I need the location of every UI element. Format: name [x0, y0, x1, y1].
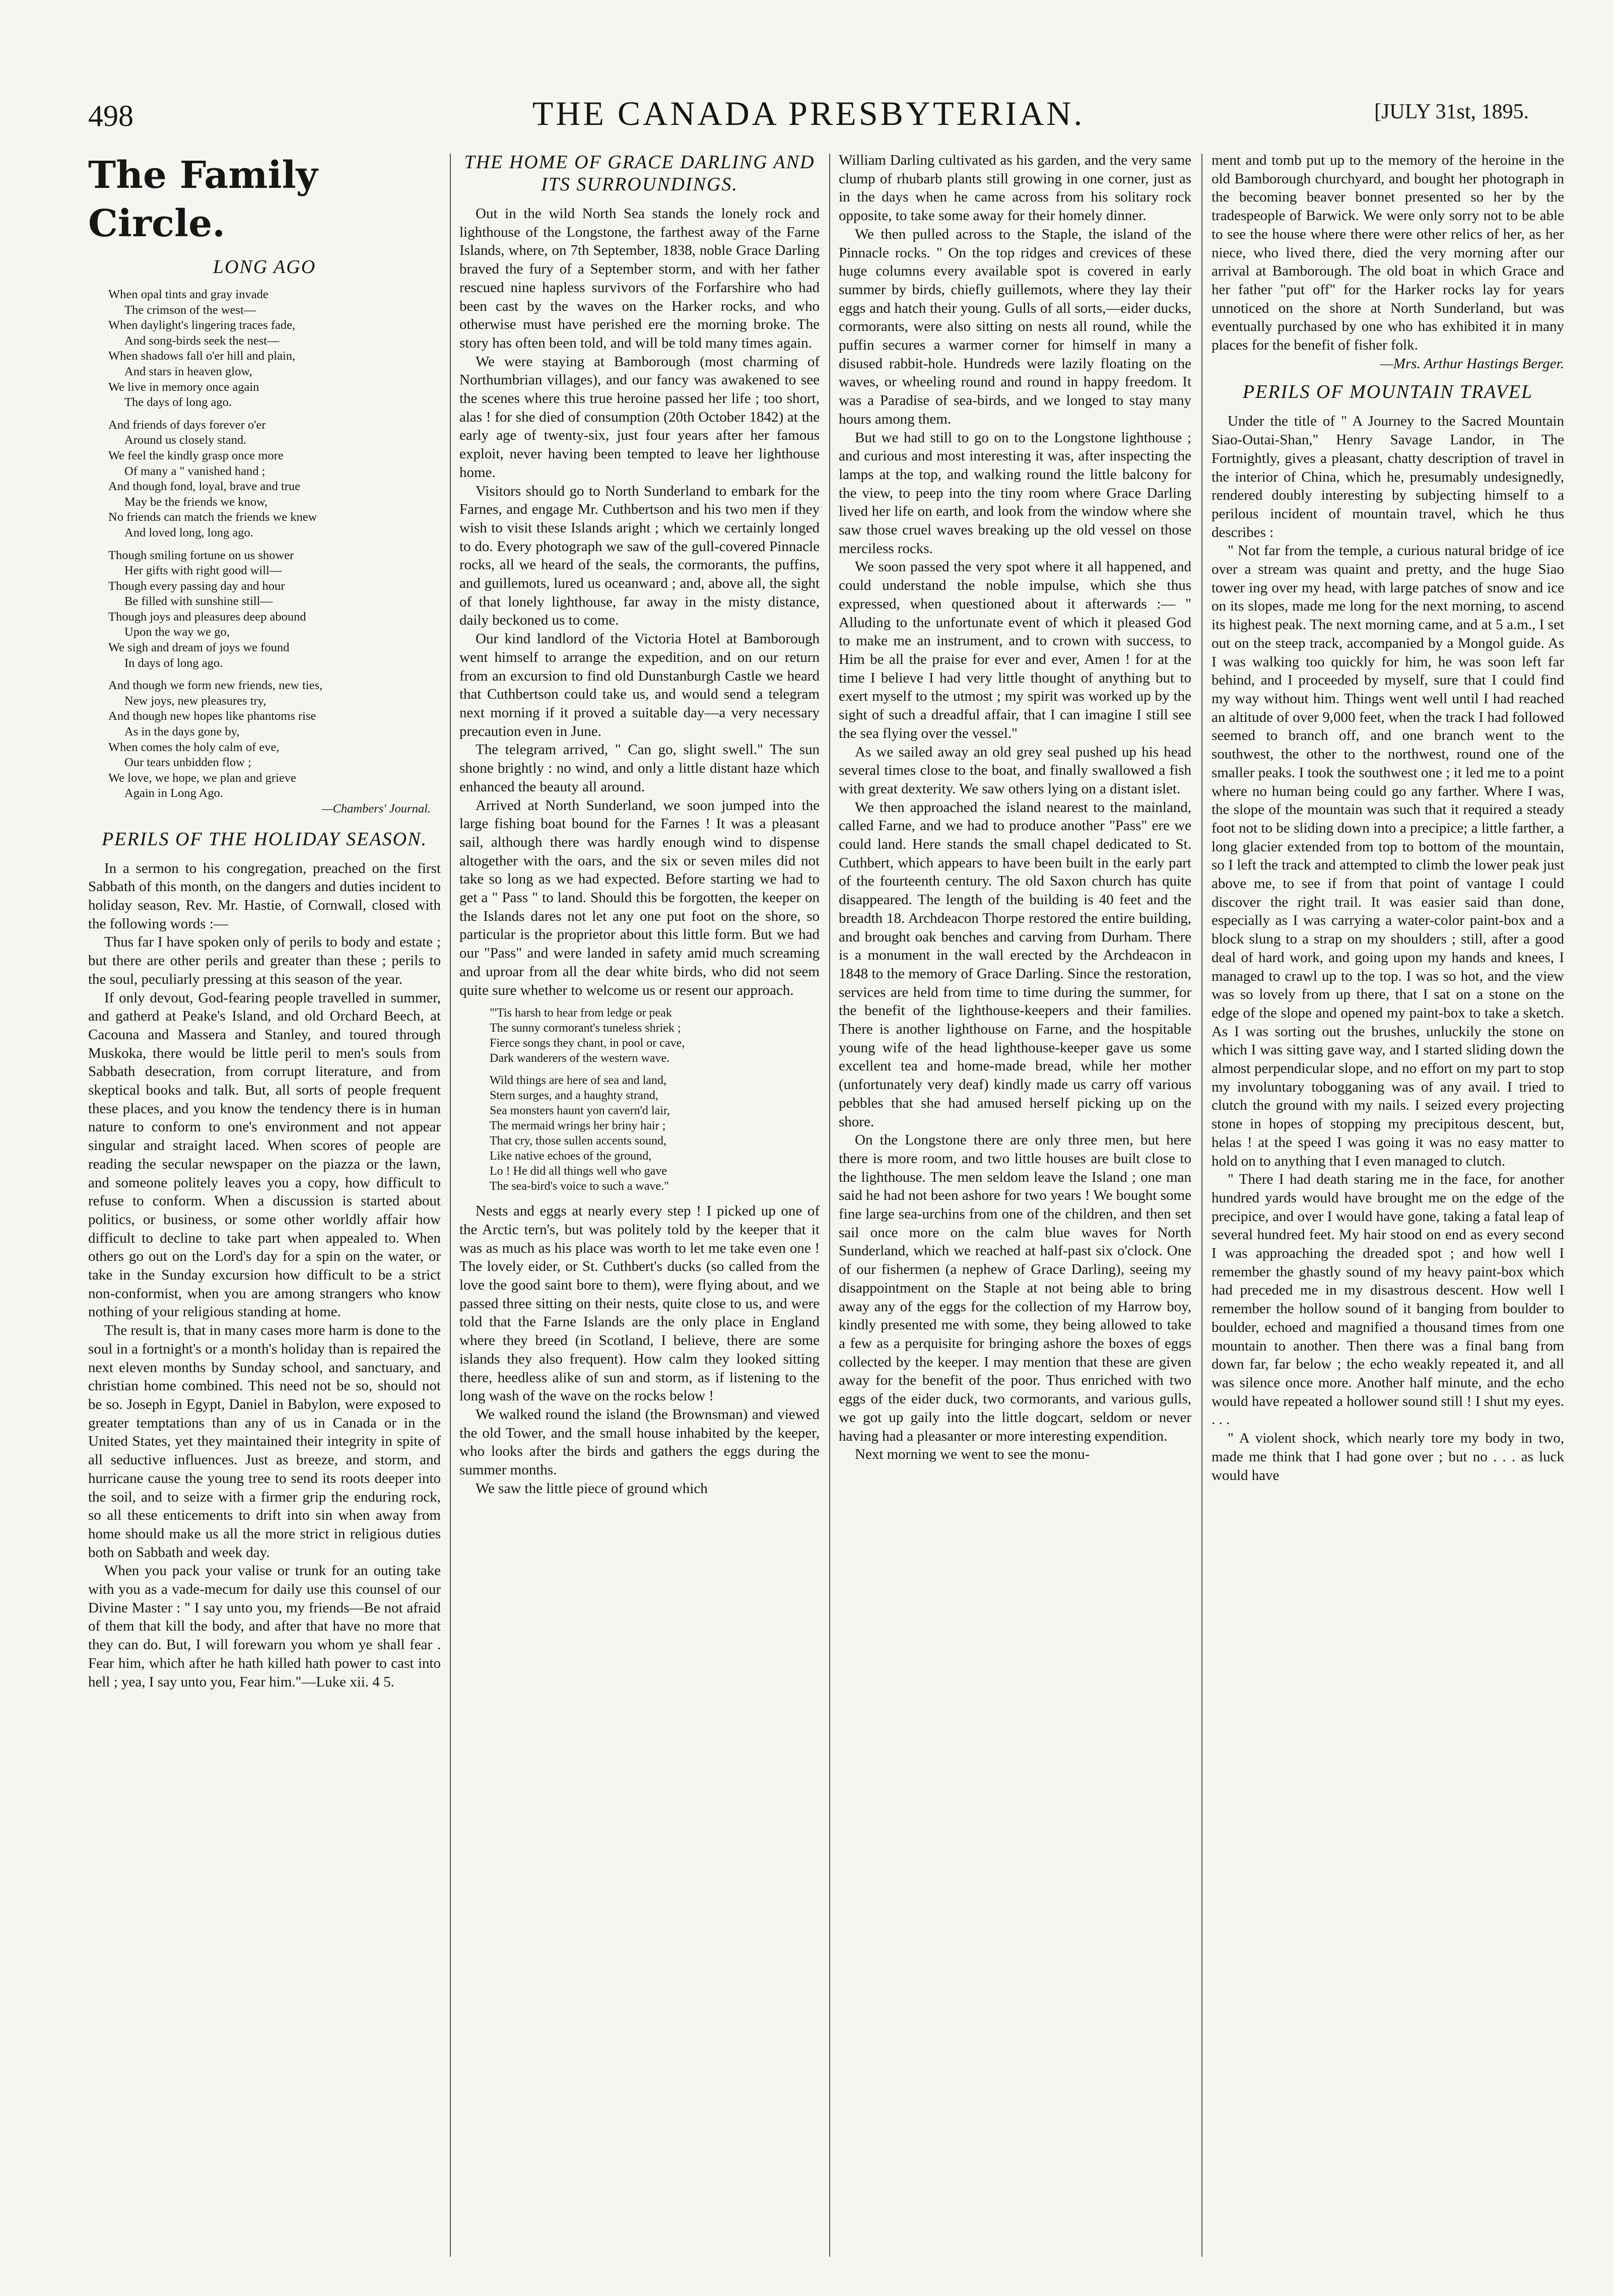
issue-date: [JULY 31st, 1895. [1374, 100, 1529, 123]
poem-line: No friends can match the friends we knew [108, 510, 317, 524]
column-2 [459, 151, 820, 2262]
paragraph: Next morning we went to see the monu- [855, 1446, 1090, 1463]
verse-line: The sea-bird's voice to such a wave." [490, 1180, 669, 1193]
section-heading: The Family Circle. [88, 154, 318, 245]
paragraph: We walked round the island (the Brownsman) and viewed the old Tower, and the small house inhabited by the keeper, who looks after the birds and gathers the eggs during the summer months. [459, 1406, 820, 1478]
verse-line: Wild things are here of sea and land, [490, 1074, 666, 1088]
poem-line: Though joys and pleasures deep abound [108, 610, 306, 624]
article-title: THE HOME OF GRACE DARLING AND ITS SURROUNDINGS. [464, 152, 815, 195]
poem-line: We love, we hope, we plan and grieve [108, 771, 296, 785]
poem-line: As in the days gone by, [124, 725, 240, 739]
verse-line: Stern surges, and a haughty strand, [490, 1089, 658, 1103]
paragraph: But we had still to go on to the Longstone lighthouse ; and curious and most interesting it was, after inspecting the lamps at the top, and walking round the little balcony for the view, to peep into the tiny room where Grace Darling lived her life on earth, and look from the window where she saw those cruel waves breaking up the old vessel on those merciless rocks. [839, 429, 1191, 557]
verse-line: Dark wanderers of the western wave. [490, 1052, 670, 1065]
paragraph: On the Longstone there are only three men, but here there is more room, and two little houses are built close to the lighthouse. The men seldom leave the Island ; one man said he had not been ashore for two years ! We bought some fine large sea-urchins from one of the children, and then set sail once more on the calm blue waves for North Sunderland, which we reached at half-past six o'clock. One of our fishermen (a nephew of Grace Darling), seeing my disappointment on the Staple at not being able to bring away any of the eggs for the collection of my Harrow boy, kindly presented me with some, they being allowed to take a few as a perquisite for bringing ashore the boxes of eggs collected by the keeper. I may mention that these are given away for the benefit of the poor. Thus enriched with two eggs of the eider duck, two cormorants, and various gulls, we got up gaily into the little dogcart, seldom or never having had a pleasanter or more interesting expendition. [839, 1132, 1191, 1444]
page-number: 498 [88, 99, 133, 132]
poem-line: Be filled with sunshine still— [124, 594, 273, 609]
poem-line: The days of long ago. [124, 395, 232, 410]
verse-line: Lo ! He did all things well who gave [490, 1165, 667, 1178]
paragraph: When you pack your valise or trunk for an outing take with you as a vade-mecum for daily use this counsel of our Divine Master : " I say unto you, my friends—Be not afraid of them that kill the body, and after that have no more that they can do. But, I will forewarn you whom ye shall fear . Fear him, which after he hath killed hath power to cast into hell ; yea, I say unto you, Fear him."—Luke xii. 4 5. [88, 1563, 441, 1690]
verse-line: The sunny cormorant's tuneless shriek ; [490, 1022, 681, 1035]
paragraph: Under the title of " A Journey to the Sacred Mountain Siao-Outai-Shan," Henry Savage Landor, in The Fortnightly, gives a pleasant, chatty description of travel in the interior of China, which he, presumably undesignedly, rendered doubly interesting by subjecting himself to a perilous incident of mountain travel, which he thus describes : [1212, 413, 1564, 541]
poem-line: We sigh and dream of joys we found [108, 641, 290, 655]
paragraph: We soon passed the very spot where it all happened, and could understand the noble impulse, which she thus expressed, when questioned about it afterwards :— " Alluding to the unfortunate event of which it pleased God to make me an instrument, and to crown with success, to Him be all the praise for ever and ever, Amen ! for at the time I believe I had very little thought of anything but to exert myself to the utmost ; my spirit was worked up by the sight of such a dreadful affair, that I can imagine I still see the sea flying over the vessel." [839, 559, 1191, 741]
paragraph: We then approached the island nearest to the mainland, called Farne, and we had to produce another "Pass" ere we could land. Here stands the small chapel dedicated to St. Cuthbert, which appears to have been built in the early part of the fourteenth century. The old Saxon church has quite disappeared. The length of the building is 40 feet and the breadth 18. Archdeacon Thorpe restored the entire building, and brought oak benches and carving from Durham. There is a monument in the wall erected by the Archdeacon in 1848 to the memory of Grace Darling. Since the restoration, services are held from time to time during the summer, for the benefit of the lighthouse-keepers and their families. There is another lighthouse on Farne, and the hospitable young wife of the head lighthouse-keeper gave us some excellent tea and home-made bread, while her mother (unfortunately very deaf) kindly made us carry off various pebbles that she had amused herself picking up on the shore. [839, 799, 1191, 1130]
paragraph: In a sermon to his congregation, preached on the first Sabbath of this month, on the dangers and duties incident to holiday season, Rev. Mr. Hastie, of Cornwall, closed with the following words :— [88, 860, 441, 932]
poem-line: The crimson of the west— [124, 303, 256, 317]
poem-line: And loved long, long ago. [124, 525, 253, 539]
poem-line: Our tears unbidden flow ; [124, 756, 251, 770]
paragraph: William Darling cultivated as his garden, and the very same clump of rhubarb plants still growing in one corner, just as in the days when he came across from his solitary rock opposite, to take some away for their homely dinner. [839, 152, 1191, 224]
verse-line: Fierce songs they chant, in pool or cave, [490, 1037, 685, 1050]
poem-credit: —Chambers' Journal. [321, 802, 431, 816]
paragraph: Thus far I have spoken only of perils to body and estate ; but there are other perils and greater than these ; perils to the soul, peculiarly pressing at this season of the year. [88, 934, 441, 987]
poem-line: Though smiling fortune on us shower [108, 548, 294, 562]
poem-line: And though fond, loyal, brave and true [108, 480, 301, 494]
poem-line: We live in memory once again [108, 380, 259, 394]
poem-line: When comes the holy calm of eve, [108, 740, 280, 754]
paragraph: " A violent shock, which nearly tore my body in two, made me think that I had gone over ; but no . . . as luck would have [1212, 1430, 1564, 1483]
paragraph: As we sailed away an old grey seal pushed up his head several times close to the boat, and finally swallowed a fish with great dexterity. We saw others lying on a distant islet. [839, 744, 1191, 797]
poem-line: We feel the kindly grasp once more [108, 448, 284, 462]
poem-line: Upon the way we go, [124, 625, 230, 639]
column-4 [1212, 151, 1564, 2262]
poem-line: When shadows fall o'er hill and plain, [108, 349, 296, 363]
poem-line: When daylight's lingering traces fade, [108, 318, 296, 332]
poem-line: And stars in heaven glow, [124, 364, 252, 378]
paragraph: We then pulled across to the Staple, the island of the Pinnacle rocks. " On the top ridges and crevices of these huge columns every available spot is covered in early summer by birds, chiefly guillemots, where they lay their eggs and hatch their young. Gulls of all sorts,—eider ducks, cormorants, were also sitting on nests all round, while the puffin secures a warmer corner for himself in many a disused rabbit-hole. Hundreds were lazily floating on the waves, or wheeling round and round in happy freedom. It was a Paradise of sea-birds, and we longed to stay many hours among them. [839, 226, 1191, 427]
poem-line: Around us closely stand. [124, 433, 247, 447]
paragraph: ment and tomb put up to the memory of the heroine in the old Bamborough churchyard, and bought her photograph in the becoming beaver bonnet presented so her by the tradespeople of Barwick. We were only sorry not to be able to see the house where there were other relics of her, as her niece, who lived there, died the very morning after our arrival at Bamborough. The old boat in which Grace and her father "put off" for the Harker rocks lay for years unnoticed on the shore at North Sunderland, but was eventually purchased by one who has exhibited it in many places for the benefit of fisher folk. [1212, 152, 1564, 354]
paragraph: We saw the little piece of ground which [476, 1480, 708, 1497]
column-1 [88, 151, 441, 2262]
verse-line: "'Tis harsh to hear from ledge or peak [490, 1006, 672, 1020]
article-title: PERILS OF THE HOLIDAY SEASON. [102, 828, 427, 850]
column-rule [1201, 154, 1202, 2257]
paragraph: Out in the wild North Sea stands the lonely rock and lighthouse of the Longstone, the farthest away of the Farne Islands, where, on 7th September, 1838, noble Grace Darling braved the fury of a September storm, and with her father rescued nine hapless survivors of the Forfarshire who had been cast by the waves on the Harker rocks, and who otherwise must have perished ere the morning broke. The story has often been told, and will be told many times again. [459, 206, 820, 351]
poem [108, 287, 441, 817]
poem-line: When opal tints and gray invade [108, 288, 268, 301]
page-header [88, 94, 1529, 134]
column-rule [450, 154, 451, 2257]
verse-line: The mermaid wrings her briny hair ; [490, 1119, 666, 1133]
poem-line: Of many a " vanished hand ; [124, 464, 265, 478]
verse-line: Like native echoes of the ground, [490, 1150, 652, 1163]
quoted-verse [490, 1005, 820, 1194]
paragraph: Arrived at North Sunderland, we soon jumped into the large fishing boat bound for the Farnes ! It was a pleasant sail, although there was hardly enough wind to dispense altogether with the oars, and the six or seven miles did not take so long as we had expected. Before starting we had to get a " Pass " to land. Should this be forgotten, the keeper on the Islands dares not let any one put foot on the shore, so particular is the proprietor about this little form. But we had our "Pass" and were landed in safety amid much screaming and uproar from all the dear white birds, who did not seem quite sure whether to welcome us or resent our approach. [459, 797, 820, 998]
poem-line: New joys, new pleasures try, [124, 694, 266, 708]
column-rule [829, 154, 830, 2257]
paragraph: " There I had death staring me in the face, for another hundred yards would have brought me on the edge of the precipice, and over I would have gone, taking a fatal leap of several hundred feet. My hair stood on end as every second I was approaching the dreaded spot ; and how well I remember the ghastly sound of my heavy paint-box which had preceded me in my disastrous descent. How well I remember the hollow sound of it banging from boulder to boulder, echoed and magnified a thousand times from one mountain to another. Then there was a final bang from down far, far below ; the echo weakly repeated it, and all was silence once more. Another half minute, and the echo would have repeated a hollower sound still ! I shut my eyes. . . . [1212, 1171, 1564, 1428]
poem-line: And song-birds seek the nest— [124, 333, 280, 348]
poem-line: May be the friends we know, [124, 495, 268, 509]
poem-line: Her gifts with right good will— [124, 564, 282, 578]
paragraph: Nests and eggs at nearly every step ! I picked up one of the Arctic tern's, but was politely told by the keeper that it was as much as his place was worth to let me take even one ! The lovely eider, or St. Cuthbert's ducks (so called from the love the good saint bore to them), were flying about, and we passed three sitting on their nests, quite close to us, and were told that the Farne Islands are the only place in England where they breed (in Scotland, I believe, there are some islands they also frequent). How calm they looked sitting there, heedless alike of sun and storm, as if listening to the long wash of the wave on the rocks below ! [459, 1203, 820, 1404]
paragraph: The telegram arrived, " Can go, slight swell." The sun shone brightly : no wind, and only a little distant haze which enhanced the beauty all around. [459, 741, 820, 795]
paragraph: The result is, that in many cases more harm is done to the soul in a fortnight's or a month's holiday than is repaired the next eleven months by Sunday school, and sanctuary, and christian home combined. This need not be so, should not be so. Joseph in Egypt, Daniel in Babylon, were exposed to greater temptations than any of us in Canada or in the United States, yet they maintained their integrity in spite of all seductive influences. Just as breeze, and storm, and hurricane cause the young tree to send its roots deeper into the soil, and to seize with a firmer grip the enduring rock, so all these enticements to drift into sin when away from home should make us all the more strict in religious duties both on Sabbath and week day. [88, 1322, 441, 1561]
verse-line: That cry, those sullen accents sound, [490, 1134, 667, 1148]
paragraph: " Not far from the temple, a curious natural bridge of ice over a stream was quaint and pretty, and the huge Siao tower ing over my head, with large patches of snow and ice on its slopes, made me long for the next morning, to ascend its highest peak. The next morning came, and at 5 a.m., I set out on the steep track, accompanied by a Mongol guide. As I was walking too quickly for him, he was soon left far behind, and I proceeded by myself, sure that I could find my way without him. Things went well until I had reached an altitude of over 9,000 feet, when the track I had followed seemed to branch off, and one branch went to the southwest, the other to the northwest, round one of the smaller peaks. I took the southwest one ; it led me to a point where no human being could go any farther. Where I was, the slope of the mountain was such that it required a steady foot not to be sliding down into a precipice; a little farther, a long glacier extended from top to bottom of the mountain, so I left the track and attempted to climb the lower peak just above me, to see if from that point of vantage I could discover the right trail. It was easier said than done, especially as I was carrying a water-color paint-box and a block slung to a strap on my shoulders ; still, after a good deal of hard work, and going upon my hands and knees, I managed to crawl up to the top. I was so hot, and the view was so lovely from up there, that I sat on a stone on the edge of the slope and opened my paint-box to take a sketch. As I was sorting out the brushes, unluckily the stone on which I was sitting gave way, and I started sliding down the almost perpendicular slope, and no effort on my part to stop my involuntary tobogganing was of any avail. I tried to clutch the ground with my nails. I seized every projecting stone in hopes of stopping my precipitous descent, but, helas ! at the speed I was going it was no easy matter to hold on to anything that I even managed to clutch. [1212, 543, 1564, 1169]
poem-title: LONG AGO [213, 256, 316, 278]
poem-line: And friends of days forever o'er [108, 418, 266, 432]
poem-line: And though we form new friends, new ties, [108, 679, 323, 693]
poem-line: And though new hopes like phantoms rise [108, 709, 316, 723]
masthead: THE CANADA PRESBYTERIAN. [532, 94, 1085, 132]
verse-line: Sea monsters haunt yon cavern'd lair, [490, 1104, 670, 1118]
author-signature: —Mrs. Arthur Hastings Berger. [1380, 355, 1564, 372]
poem-line: Again in Long Ago. [124, 786, 223, 800]
poem-line: In days of long ago. [124, 656, 223, 670]
column-3 [839, 151, 1191, 2262]
paragraph: Visitors should go to North Sunderland to embark for the Farnes, and engage Mr. Cuthbertson and his two men if they wish to visit these Islands aright ; which we certainly longed to do. Every photograph we saw of the gull-covered Pinnacle rocks, all we heard of the seals, the cormorants, the puffins, and guillemots, lured us oceanward ; and, above all, the sight of that lonely lighthouse, far away in the misty distance, daily beckoned us to come. [459, 483, 820, 629]
poem-line: Though every passing day and hour [108, 579, 285, 593]
paragraph: Our kind landlord of the Victoria Hotel at Bamborough went himself to arrange the expedition, and on our return from an excursion to find old Dunstanburgh Castle we heard that Cuthbertson could take us, and would send a telegram next morning if it proved a suitable day—a very necessary precaution even in June. [459, 631, 820, 739]
article-title: PERILS OF MOUNTAIN TRAVEL [1242, 381, 1533, 403]
paragraph: If only devout, God-fearing people travelled in summer, and gatherd at Peake's Island, and old Orchard Beech, at Cacouna and Massera and Stanley, and toured through Muskoka, there would be little peril to men's souls from Sabbath desecration, from corrupt literature, and from skeptical books and talk. But, all sorts of people frequent these places, and you know the tendency there is in human nature to conform to one's environment and not appear singular and straight laced. When scores of people are reading the secular newspaper on the piazza or the lawn, and someone politely leaves you a copy, how difficult to refuse to conform. When a discussion is started about politics, or business, or some other worldly affair how difficult to decline to take part when appealed to. When others go out on the Lord's day for a spin on the water, or take in the Sunday excursion how difficult to be a strict non-conformist, when you are among strangers who know nothing of your religious standing at home. [88, 989, 441, 1320]
paragraph: We were staying at Bamborough (most charming of Northumbrian villages), and our fancy was awakened to see the scenes where this true heroine passed her life ; too short, alas ! for she died of consumption (20th October 1842) at the early age of twenty-six, just four years after her famous exploit, never having been tempted to leave her lighthouse home. [459, 353, 820, 481]
